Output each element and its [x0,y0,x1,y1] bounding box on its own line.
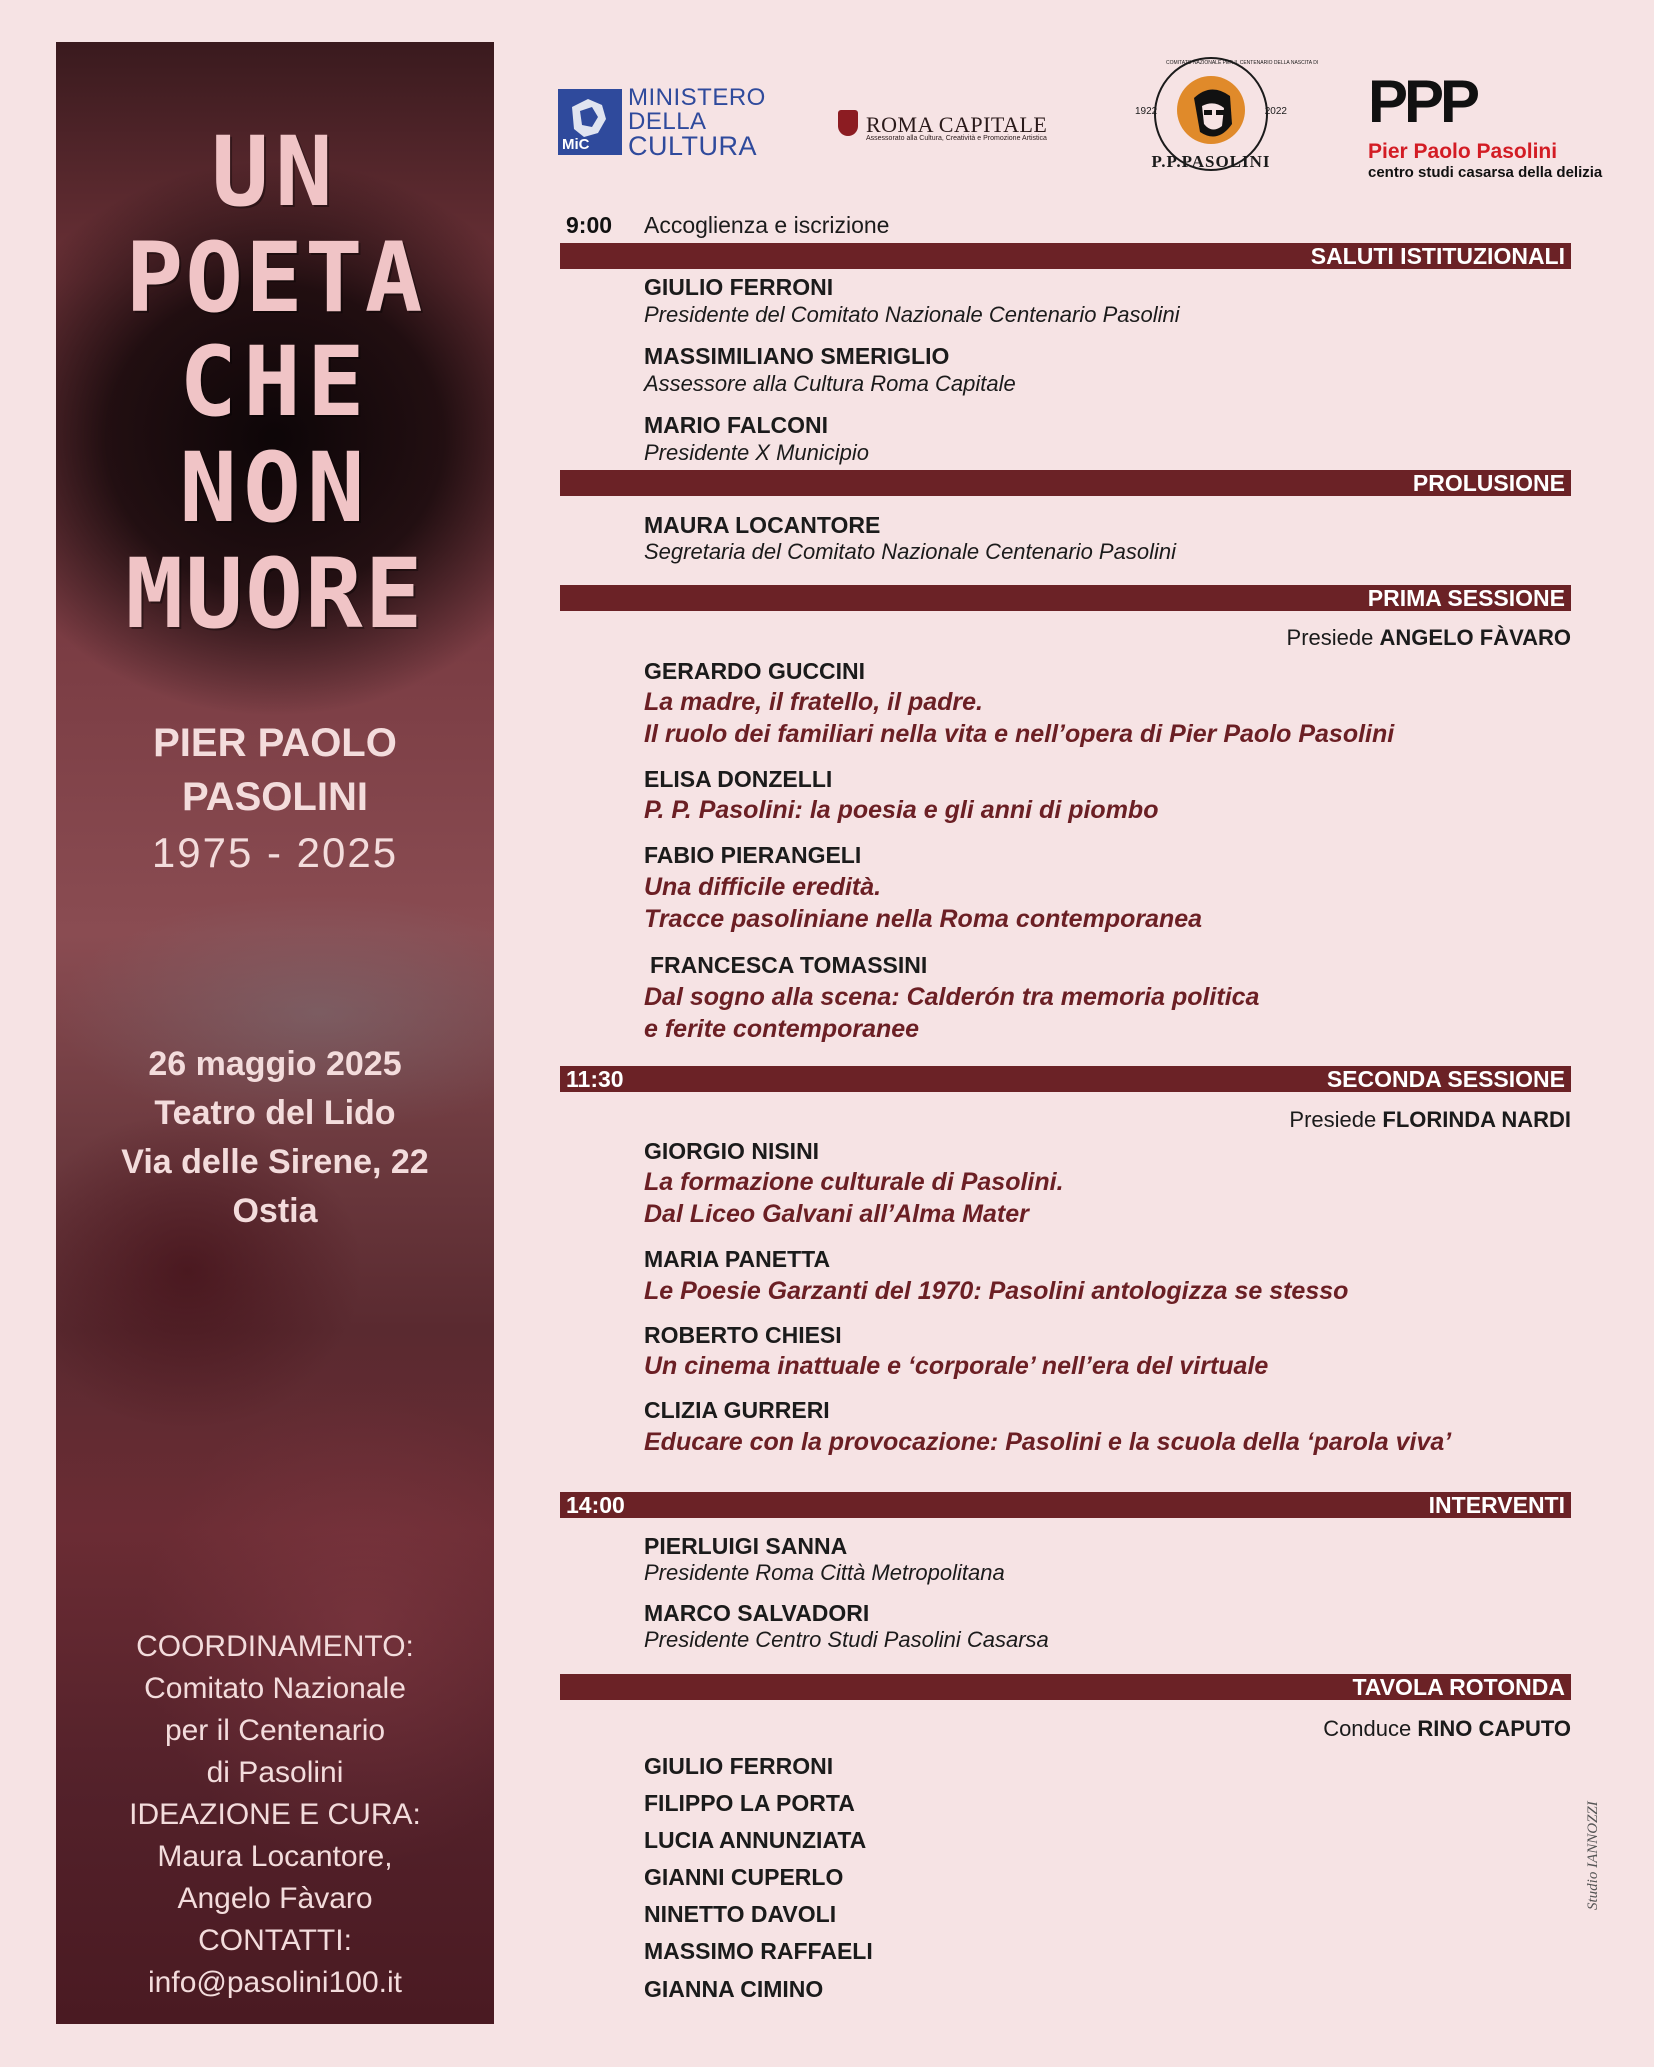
ppp-logo-name: Pier Paolo Pasolini [1368,140,1558,163]
banner-name-line2: PASOLINI [182,775,368,819]
ppp-logo-subtitle: centro studi casarsa della delizia [1368,164,1603,181]
speaker-name: ROBERTO CHIESI [644,1322,842,1348]
participant-name: FILIPPO LA PORTA [644,1790,855,1816]
speaker-name: MASSIMILIANO SMERIGLIO [644,343,950,369]
speaker-name: MARIO FALCONI [644,412,828,438]
ideazione-label: IDEAZIONE E CURA: [129,1798,421,1831]
talk-title: La madre, il fratello, il padre. [644,688,983,716]
coord-line1: Comitato Nazionale [144,1672,406,1705]
mic-logo-icon [558,89,622,155]
participant-name: GIULIO FERRONI [644,1753,834,1779]
section-title-prima: PRIMA SESSIONE [1367,585,1565,611]
speaker-name: FRANCESCA TOMASSINI [650,952,928,978]
pasolini-centenary-seal [1134,54,1319,184]
talk-title: Dal Liceo Galvani all’Alma Mater [644,1200,1029,1228]
ideazione-line1: Maura Locantore, [157,1840,393,1873]
coord-line2: per il Centenario [164,1714,386,1747]
banner-name-line1: PIER PAOLO [153,721,397,765]
coord-line3: di Pasolini [206,1756,344,1789]
participant-name: NINETTO DAVOLI [644,1901,837,1927]
talk-title: Dal sogno alla scena: Calderón tra memoria politica [644,983,1260,1011]
participant-name: GIANNI CUPERLO [644,1864,844,1890]
speaker-name: ELISA DONZELLI [644,766,833,792]
mic-logo-text [628,84,766,161]
section-bar-tavola [560,1674,1571,1700]
section-bar-saluti [560,243,1571,269]
speaker-name: MARIA PANETTA [644,1246,831,1272]
section-bar-prima [560,585,1571,611]
talk-title: Le Poesie Garzanti del 1970: Pasolini antologizza se stesso [644,1277,1349,1305]
seal-year-left: 1922 [1135,106,1158,117]
section-title-interventi: INTERVENTI [1428,1492,1565,1518]
poster-banner [56,42,494,2024]
seal-year-right: 2022 [1264,106,1287,117]
participant-name: LUCIA ANNUNZIATA [644,1827,867,1853]
talk-title: Tracce pasoliniane nella Roma contemporanea [644,905,1203,933]
participant-name: MASSIMO RAFFAELI [644,1938,873,1964]
section-title-prolusione: PROLUSIONE [1412,470,1565,496]
roma-capitale-title: ROMA CAPITALE [866,112,1048,137]
speaker-role: Presidente X Municipio [644,440,870,465]
section-bar-prolusione [560,470,1571,496]
mic-line1: MINISTERO [628,84,766,111]
speaker-name: PIERLUIGI SANNA [644,1533,848,1559]
speaker-name: MARCO SALVADORI [644,1600,870,1626]
event-address: Via delle Sirene, 22 [121,1143,429,1181]
speaker-role: Segretaria del Comitato Nazionale Centenario Pasolini [644,539,1176,564]
title-line-3: CHE [179,326,371,438]
contatti-label: CONTATTI: [198,1924,352,1957]
section-title-seconda: SECONDA SESSIONE [1326,1066,1565,1092]
talk-title: Educare con la provocazione: Pasolini e la scuola della ‘parola viva’ [644,1428,1452,1456]
event-date: 26 maggio 2025 [148,1045,402,1083]
title-line-5: MUORE [125,538,425,650]
contact-email[interactable]: info@pasolini100.it [148,1966,402,1999]
welcome-label: Accoglienza e iscrizione [644,212,890,238]
event-venue: Teatro del Lido [154,1094,396,1132]
chair-prefix: Presiede [1286,625,1374,650]
welcome-time: 9:00 [566,212,613,238]
roma-shield-icon [838,110,858,136]
speaker-role: Assessore alla Cultura Roma Capitale [644,371,1016,396]
talk-title: Il ruolo dei familiari nella vita e nell’opera di Pier Paolo Pasolini [644,720,1395,748]
ideazione-line2: Angelo Fàvaro [177,1882,373,1915]
speaker-name: MAURA LOCANTORE [644,512,881,538]
mic-line2: DELLA [628,108,707,135]
talk-title: Una difficile eredità. [644,873,882,901]
chair-name: FLORINDA NARDI [1382,1107,1571,1132]
session-chair [1287,625,1571,651]
speaker-role: Presidente Roma Città Metropolitana [644,1560,1005,1585]
banner-years: 1975 - 2025 [151,829,399,876]
talk-title: La formazione culturale di Pasolini. [644,1168,1064,1196]
chair-name: RINO CAPUTO [1417,1716,1571,1741]
speaker-name: CLIZIA GURRERI [644,1397,830,1423]
mic-abbr: MiC [562,136,590,153]
roma-capitale-subtitle: Assessorato alla Cultura, Creatività e Promozione Artistica [866,135,1047,142]
section-bar-seconda [560,1066,1571,1092]
speaker-name: GIULIO FERRONI [644,274,834,300]
chair-prefix: Presiede [1289,1107,1377,1132]
talk-title: Un cinema inattuale e ‘corporale’ nell’era del virtuale [644,1352,1269,1380]
talk-title: P. P. Pasolini: la poesia e gli anni di piombo [644,796,1159,824]
title-line-1: UN [211,116,339,228]
coord-label: COORDINAMENTO: [136,1630,414,1663]
talk-title: e ferite contemporanee [644,1015,920,1043]
session-chair [1289,1107,1571,1133]
participant-name: GIANNA CIMINO [644,1976,824,2002]
chair-name: ANGELO FÀVARO [1379,625,1571,650]
section-time-interventi: 14:00 [566,1492,625,1518]
speaker-name: FABIO PIERANGELI [644,842,862,868]
section-title-saluti: SALUTI ISTITUZIONALI [1310,243,1565,269]
title-line-4: NON [179,432,371,544]
speaker-role: Presidente del Comitato Nazionale Centenario Pasolini [644,302,1180,327]
title-line-2: POETA [125,222,425,334]
studio-signature: Studio IANNOZZI [1585,1801,1601,1910]
mic-line3: CULTURA [628,131,758,161]
seal-ring-text: COMITATO NAZIONALE PER IL CENTENARIO DELLA NASCITA DI [1166,60,1319,66]
event-city: Ostia [232,1192,318,1230]
section-bar-interventi [560,1492,1571,1518]
chair-prefix: Conduce [1323,1716,1412,1741]
speaker-role: Presidente Centro Studi Pasolini Casarsa [644,1627,1049,1652]
speaker-name: GERARDO GUCCINI [644,658,866,684]
speaker-name: GIORGIO NISINI [644,1138,820,1164]
section-title-tavola: TAVOLA ROTONDA [1352,1674,1565,1700]
round-table-moderator [1323,1716,1571,1742]
ppp-logo-mark: PPP [1368,68,1477,135]
section-time-seconda: 11:30 [566,1066,624,1092]
seal-name: P.P.PASOLINI [1151,152,1271,171]
